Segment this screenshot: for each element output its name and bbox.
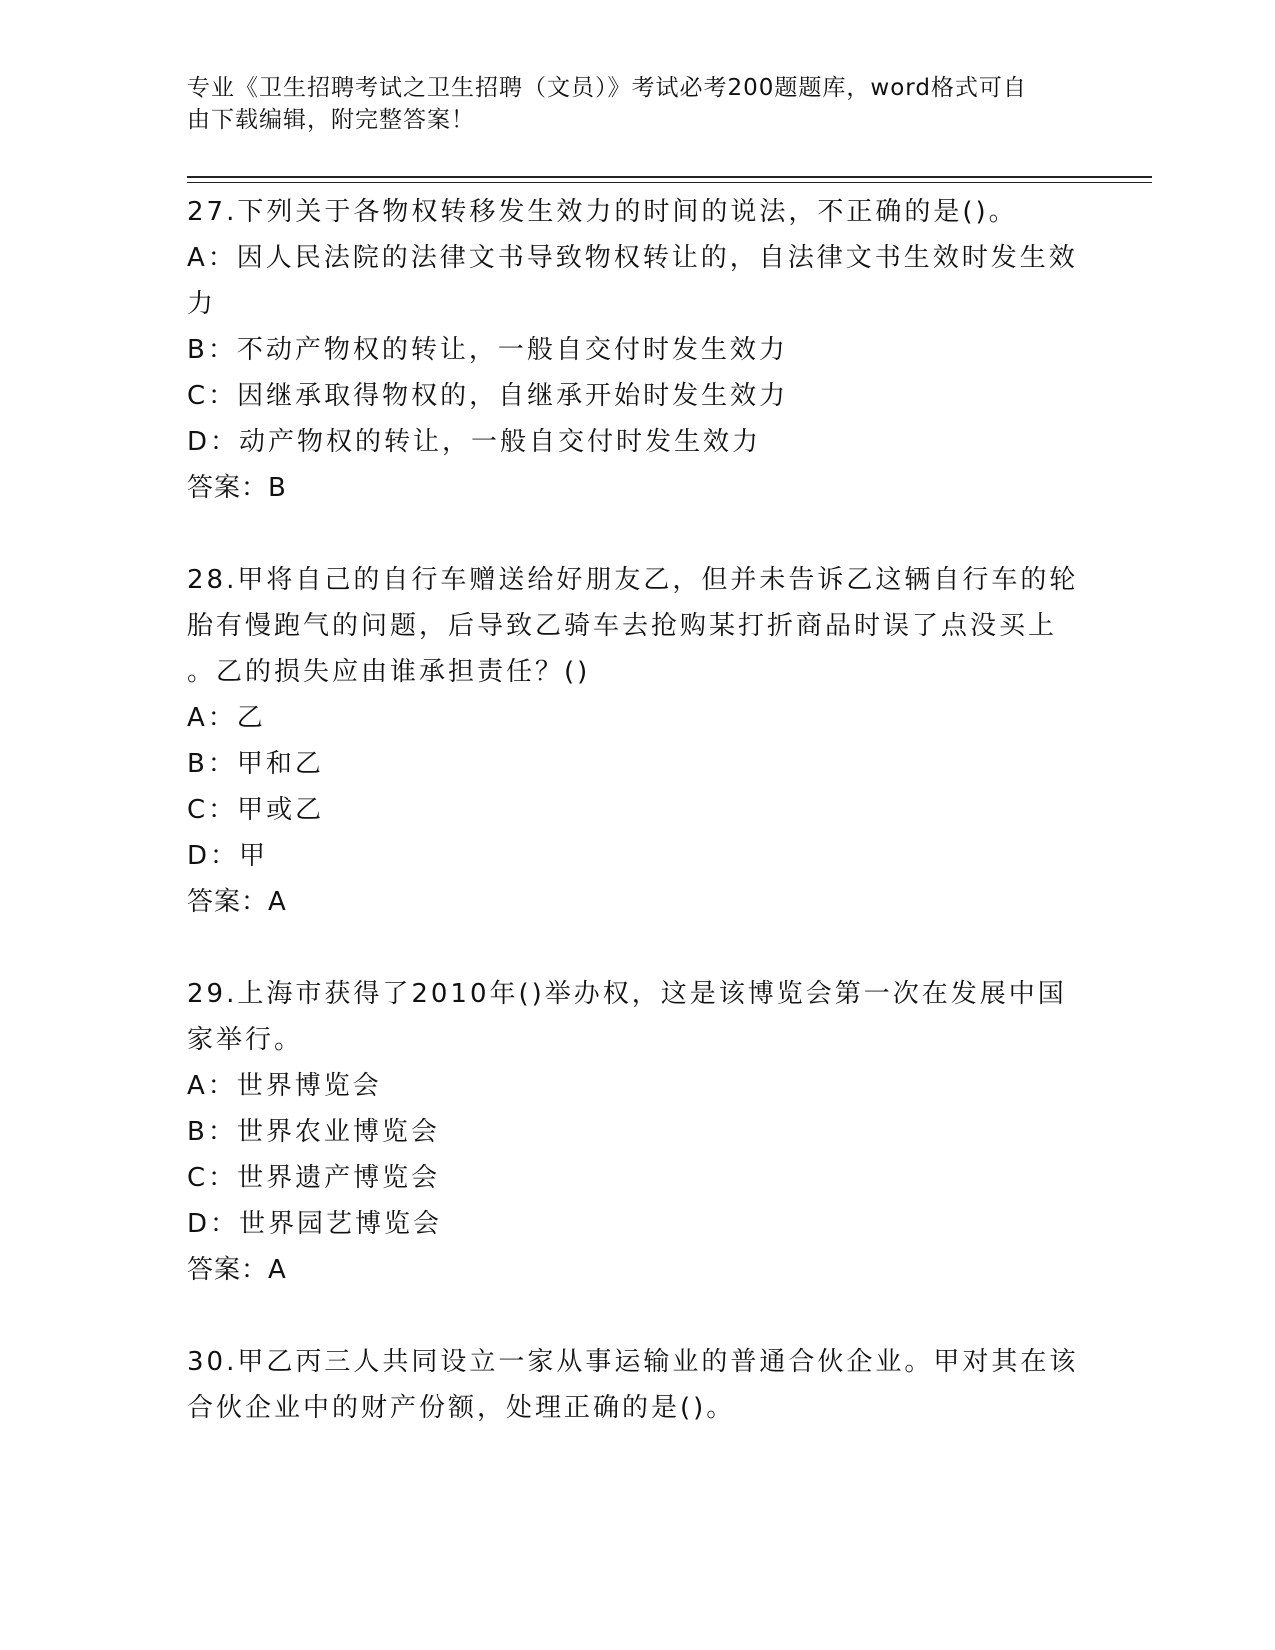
option-b <box>187 1109 1087 1155</box>
answer-line <box>187 879 1087 925</box>
option-a <box>187 695 1087 741</box>
option-d <box>187 1201 1087 1247</box>
question-item <box>187 1339 1087 1431</box>
question-item <box>187 189 1087 511</box>
option-line: A：世界博览会 <box>187 1071 382 1101</box>
question-line: 30.甲乙丙三人共同设立一家从事运输业的普通合伙企业。甲对其在该 <box>187 1347 1079 1377</box>
answer-value: B <box>268 473 287 503</box>
answer-line <box>187 1247 1087 1293</box>
option-a <box>187 235 1087 327</box>
option-line: D：动产物权的转让，一般自交付时发生效力 <box>187 427 762 457</box>
answer-label: 答案： <box>187 473 269 503</box>
option-a <box>187 1063 1087 1109</box>
option-line: D：甲 <box>187 841 269 871</box>
option-c <box>187 787 1087 833</box>
question-line: 29.上海市获得了2010年()举办权，这是该博览会第一次在发展中国 <box>187 979 1067 1009</box>
header-divider-top <box>187 176 1152 178</box>
answer-label: 答案： <box>187 1255 269 1285</box>
question-item <box>187 971 1087 1293</box>
question-line: 28.甲将自己的自行车赠送给好朋友乙，但并未告诉乙这辆自行车的轮 <box>187 565 1079 595</box>
option-b <box>187 741 1087 787</box>
question-line: 27.下列关于各物权转移发生效力的时间的说法，不正确的是()。 <box>187 197 1018 227</box>
answer-line <box>187 465 1087 511</box>
question-line: 合伙企业中的财产份额，处理正确的是()。 <box>187 1393 736 1423</box>
option-line: B：不动产物权的转让，一般自交付时发生效力 <box>187 335 788 365</box>
question-text <box>187 1339 1087 1431</box>
question-text <box>187 189 1087 235</box>
option-line: C：甲或乙 <box>187 795 325 825</box>
option-line: C：世界遗产博览会 <box>187 1163 441 1193</box>
option-d <box>187 419 1087 465</box>
option-line: A：因人民法院的法律文书导致物权转让的，自法律文书生效时发生效 <box>187 243 1078 273</box>
answer-value: A <box>268 1255 287 1285</box>
option-c <box>187 1155 1087 1201</box>
question-line: 胎有慢跑气的问题，后导致乙骑车去抢购某打折商品时误了点没买上 <box>187 611 1058 641</box>
question-line: 。乙的损失应由谁承担责任？() <box>187 657 591 687</box>
document-header <box>187 72 1067 136</box>
header-divider-bottom <box>187 182 1152 183</box>
option-line: D：世界园艺博览会 <box>187 1209 443 1239</box>
question-item <box>187 557 1087 925</box>
header-line-1: 专业《卫生招聘考试之卫生招聘（文员）》考试必考200题题库，word格式可自 <box>187 75 1027 101</box>
option-line: B：甲和乙 <box>187 749 324 779</box>
option-c <box>187 373 1087 419</box>
option-b <box>187 327 1087 373</box>
option-line: C：因继承取得物权的，自继承开始时发生效力 <box>187 381 789 411</box>
option-line: 力 <box>187 289 217 319</box>
answer-label: 答案： <box>187 887 269 917</box>
option-d <box>187 833 1087 879</box>
option-line: A：乙 <box>187 703 266 733</box>
question-line: 家举行。 <box>187 1025 304 1055</box>
question-text <box>187 971 1087 1063</box>
question-list <box>187 189 1087 1477</box>
option-line: B：世界农业博览会 <box>187 1117 440 1147</box>
answer-value: A <box>268 887 287 917</box>
question-text <box>187 557 1087 695</box>
header-line-2: 由下载编辑，附完整答案！ <box>187 107 475 133</box>
